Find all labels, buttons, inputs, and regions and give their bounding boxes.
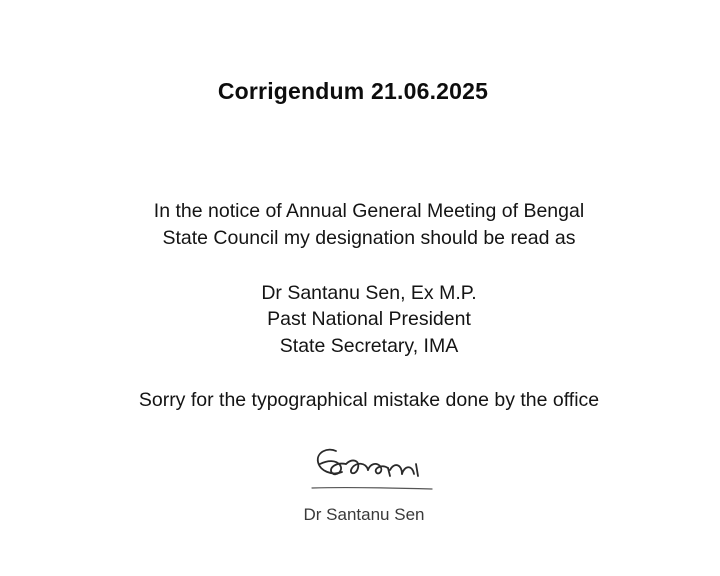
- apology-line: Sorry for the typographical mistake done by the office: [138, 389, 600, 411]
- signatory-name: Dr Santanu Sen: [303, 505, 425, 524]
- designation-state-secretary: State Secretary, IMA: [279, 335, 459, 357]
- designation-past-president: Past National President: [267, 308, 471, 330]
- corrigendum-title: Corrigendum 21.06.2025: [217, 78, 489, 104]
- designation-name: Dr Santanu Sen, Ex M.P.: [261, 282, 477, 304]
- handwritten-signature: [306, 438, 438, 496]
- notice-line-1: In the notice of Annual General Meeting of Bengal: [153, 200, 585, 222]
- notice-line-2: State Council my designation should be read as: [162, 227, 576, 249]
